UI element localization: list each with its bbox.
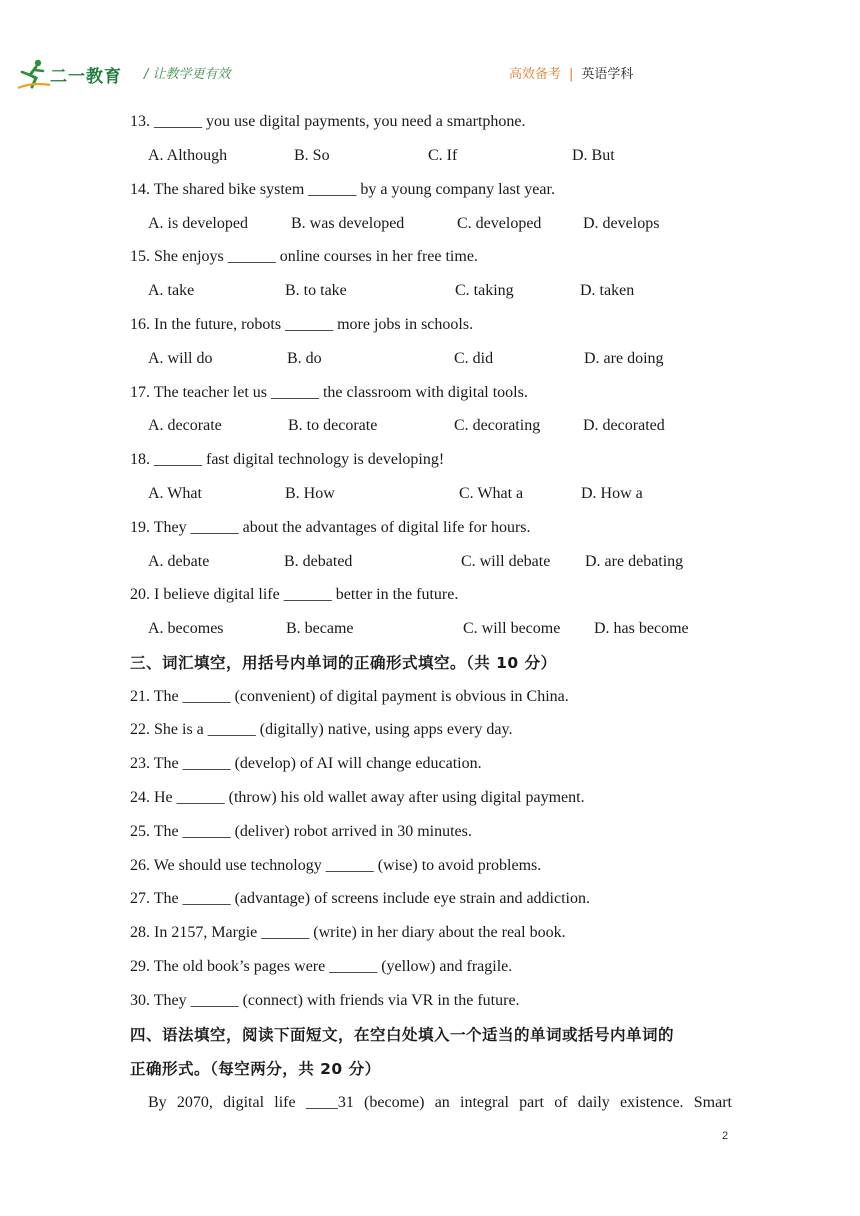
vocab-question: 29. The old book’s pages were ______ (yellow) and fragile. (130, 958, 513, 975)
section-title-grammar-cont: 正确形式。（每空两分，共 20 分） (130, 1060, 381, 1078)
option-b: B. became (286, 620, 354, 637)
option-a: A. Although (148, 147, 228, 164)
option-d: D. But (572, 147, 615, 164)
question-stem: 14. The shared bike system ______ by a young company last year. (130, 181, 555, 198)
option-c: C. decorating (454, 417, 541, 434)
option-c: C. What a (459, 485, 524, 502)
option-a: A. decorate (148, 417, 222, 434)
option-b: B. to decorate (288, 417, 378, 434)
option-d: D. are debating (585, 553, 684, 570)
question-stem: 15. She enjoys ______ online courses in her free time. (130, 248, 478, 265)
vocab-question: 26. We should use technology ______ (wise) to avoid problems. (130, 857, 542, 874)
vocab-question: 23. The ______ (develop) of AI will change education. (130, 755, 482, 772)
option-d: D. develops (583, 215, 660, 232)
option-a: A. is developed (148, 215, 248, 232)
option-d: D. taken (580, 282, 635, 299)
option-c: C. If (428, 147, 458, 164)
header-subject: 英语学科 (581, 67, 634, 82)
option-b: B. How (285, 485, 335, 502)
option-c: C. will become (463, 620, 561, 637)
question-stem: 18. ______ fast digital technology is developing! (130, 451, 445, 468)
runner-logo-icon (16, 58, 52, 90)
option-a: A. What (148, 485, 202, 502)
option-d: D. are doing (584, 350, 664, 367)
option-d: D. has become (594, 620, 689, 637)
header-separator: | (569, 67, 574, 82)
passage-line: By 2070, digital life ____31 (become) an integral part of daily existence. Smart (148, 1094, 732, 1111)
option-b: B. So (294, 147, 330, 164)
option-b: B. debated (284, 553, 353, 570)
vocab-question: 28. In 2157, Margie ______ (write) in her diary about the real book. (130, 924, 566, 941)
option-a: A. will do (148, 350, 213, 367)
logo (16, 58, 128, 90)
option-c: C. developed (457, 215, 542, 232)
question-stem: 16. In the future, robots ______ more jobs in schools. (130, 316, 474, 333)
header-exam-title: 高效备考 (509, 67, 562, 82)
option-c: C. did (454, 350, 494, 367)
header-slogan: / 让教学更有效 (144, 67, 231, 82)
option-d: D. decorated (583, 417, 665, 434)
question-stem: 19. They ______ about the advantages of digital life for hours. (130, 519, 531, 536)
vocab-question: 27. The ______ (advantage) of screens include eye strain and addiction. (130, 890, 590, 907)
page-header (0, 52, 860, 92)
vocab-question: 21. The ______ (convenient) of digital payment is obvious in China. (130, 688, 569, 705)
option-b: B. to take (285, 282, 347, 299)
question-stem: 13. ______ you use digital payments, you need a smartphone. (130, 113, 526, 130)
option-a: A. becomes (148, 620, 224, 637)
option-a: A. debate (148, 553, 210, 570)
vocab-question: 24. He ______ (throw) his old wallet away after using digital payment. (130, 789, 585, 806)
option-b: B. do (287, 350, 322, 367)
section-title-grammar: 四、语法填空，阅读下面短文，在空白处填入一个适当的单词或括号内单词的 (130, 1026, 675, 1044)
option-a: A. take (148, 282, 195, 299)
vocab-question: 22. She is a ______ (digitally) native, using apps every day. (130, 721, 513, 738)
page-number: 2 (722, 1130, 729, 1142)
question-stem: 17. The teacher let us ______ the classroom with digital tools. (130, 384, 528, 401)
option-b: B. was developed (291, 215, 405, 232)
header-right (509, 63, 633, 82)
question-stem: 20. I believe digital life ______ better in the future. (130, 586, 459, 603)
section-title-vocab: 三、词汇填空，用括号内单词的正确形式填空。（共 10 分） (130, 654, 557, 672)
vocab-question: 30. They ______ (connect) with friends via VR in the future. (130, 992, 520, 1009)
option-d: D. How a (581, 485, 643, 502)
vocab-question: 25. The ______ (deliver) robot arrived in 30 minutes. (130, 823, 472, 840)
logo-text: 二一教育 (50, 67, 122, 87)
option-c: C. will debate (461, 553, 551, 570)
option-c: C. taking (455, 282, 514, 299)
